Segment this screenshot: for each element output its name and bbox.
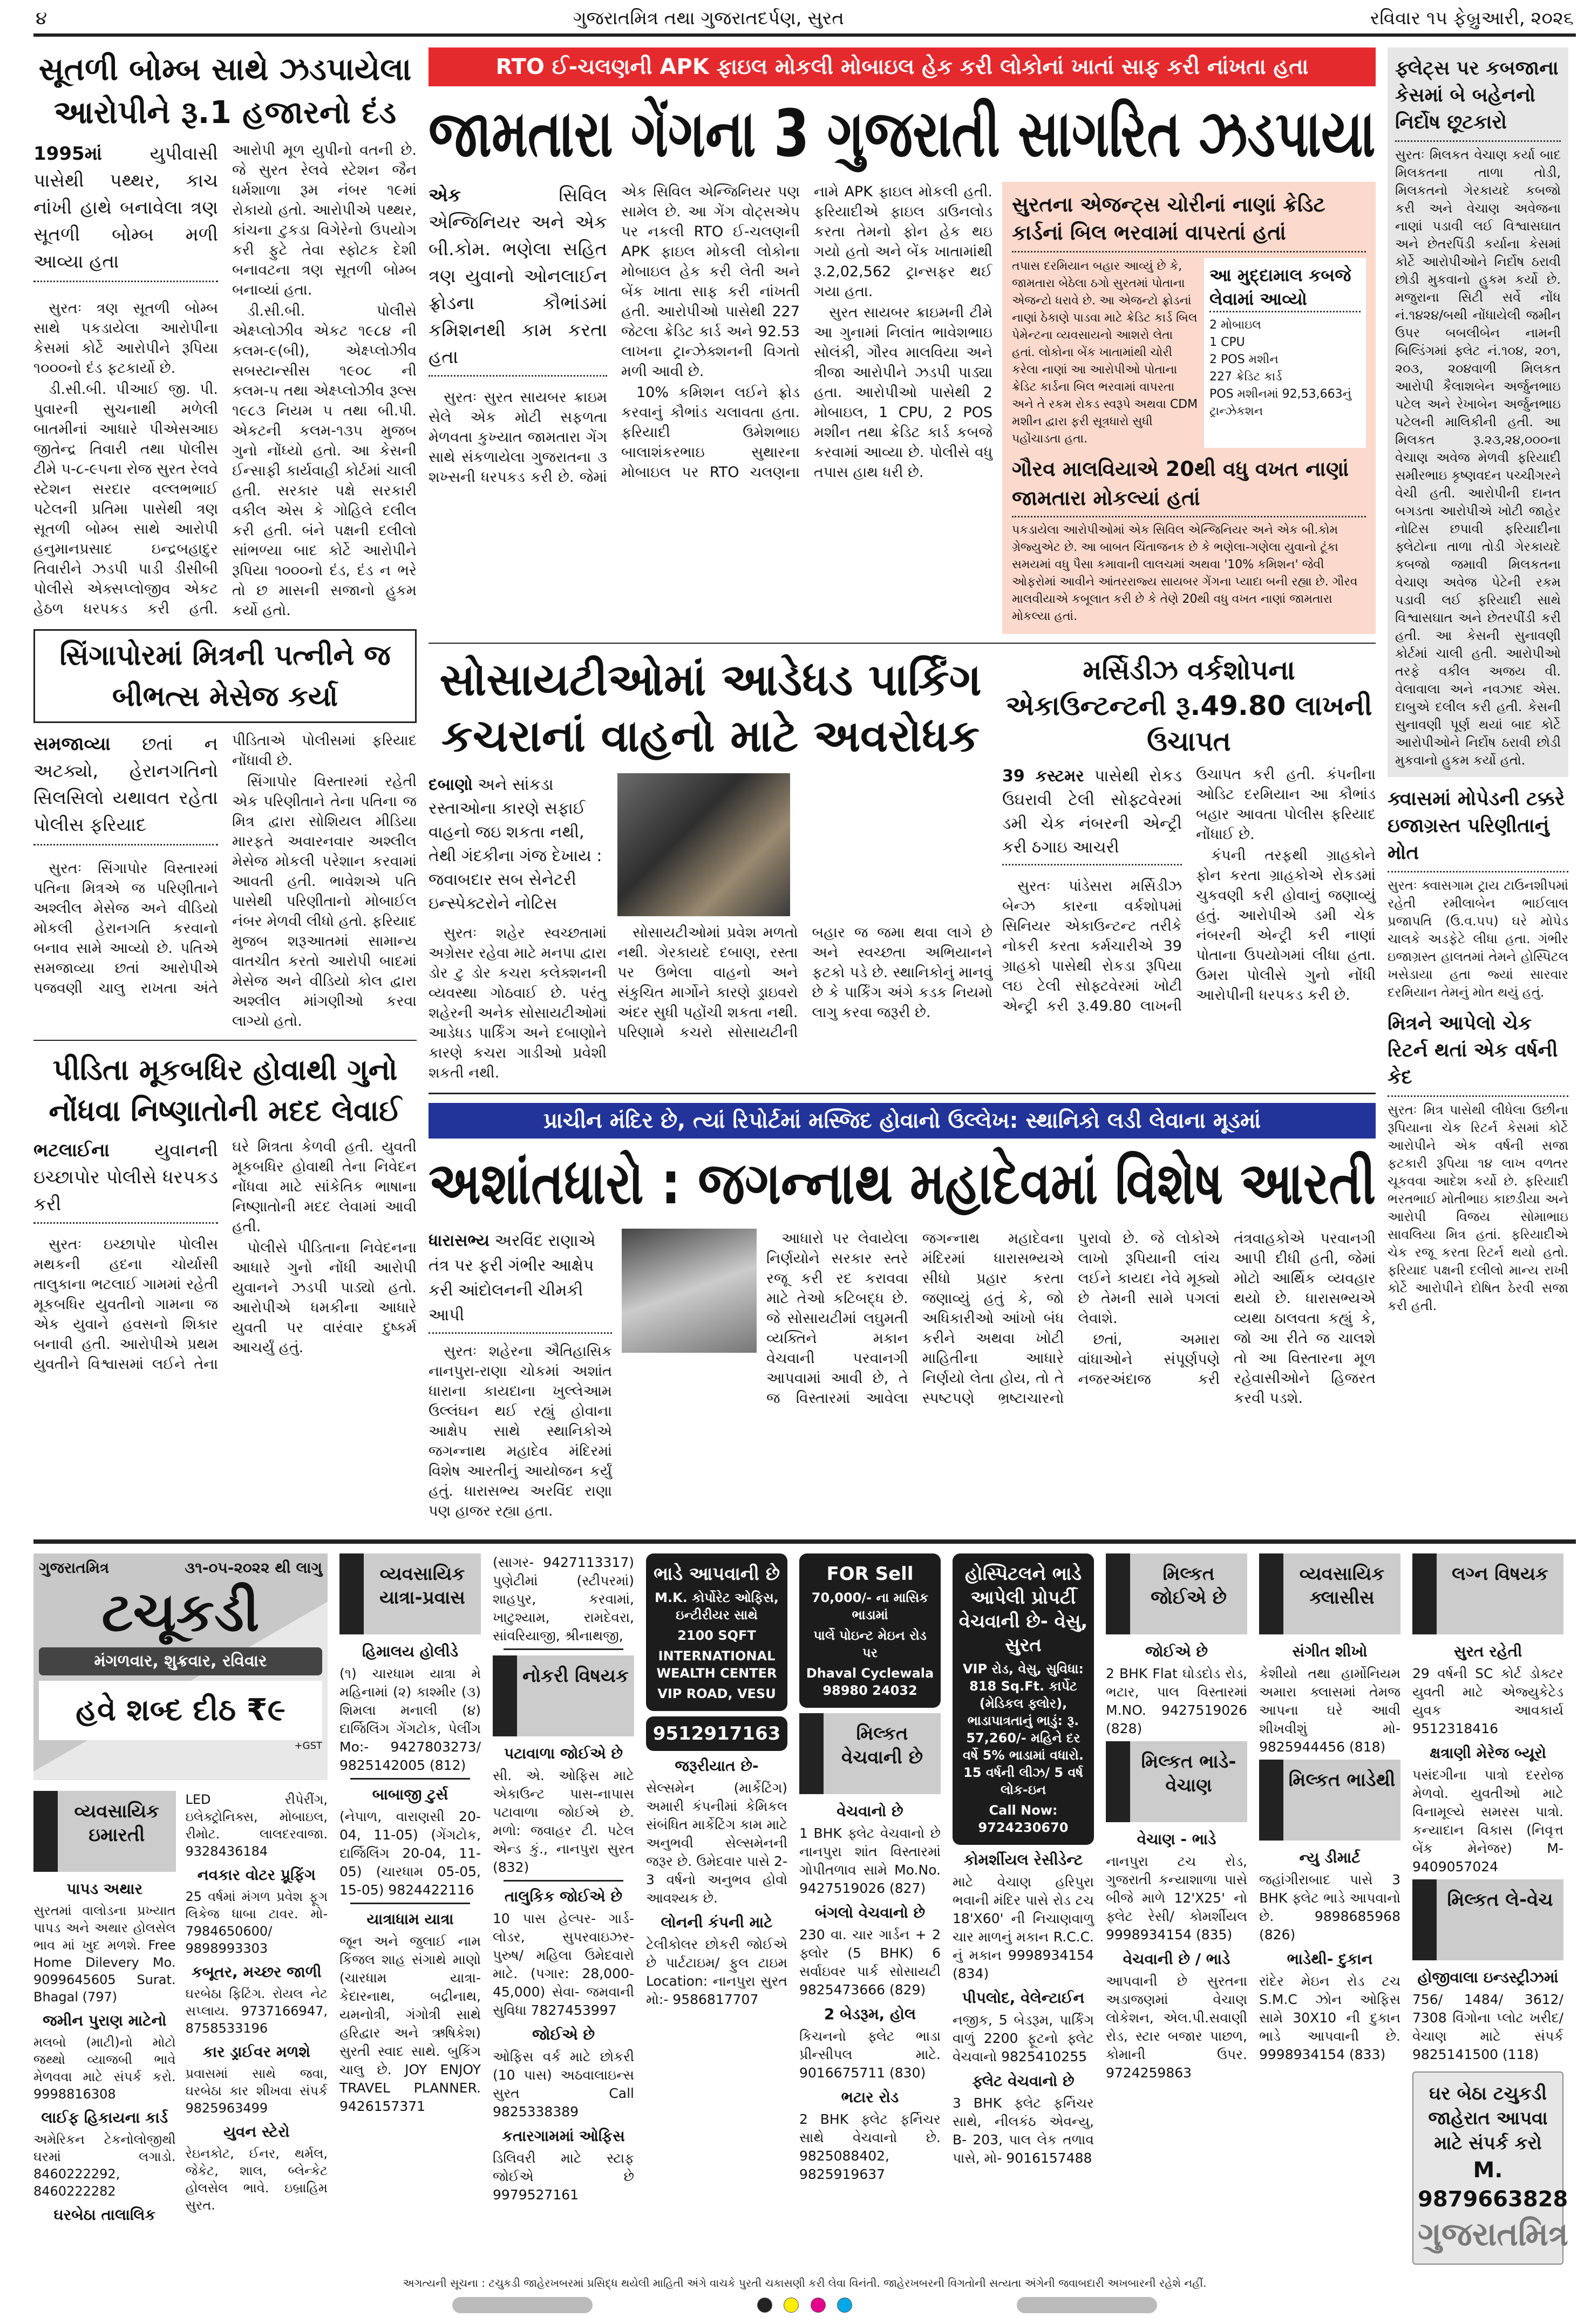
classified-column: [1259, 1553, 1400, 2067]
price: હવે શબ્દ દીઠ ₹૯: [39, 1681, 322, 1740]
left-column: [33, 47, 417, 1383]
paragraph: ડી.સી.બી. પોલીસે એક્ષ્પ્લોઝીવ એકટ ૧૯૮૪ ની કલમ-૯(બી), એક્ષ્પ્લોઝીવ સબસ્ટાન્સીસ ૧૯૦૮ ની કલમ-૫ તથા એક્ષ્પ્લોઝીવ રૂલ્સ ૧૯૮૩ નિયમ ૫ તથા બી.પી. એકટની કલમ-૧૩૫ મુજબ ગુનો નોંધ્યો હતો. આ કેસની ઈન્સાફી કાર્યવાહી કોર્ટમાં ચાલી હતી. સરકાર પક્ષે સરકારી વકીલ એસ કે ગોહિલે દલીલ કરી હતી. બંને પક્ષની દલીલો સાંભળ્યા બાદ કોર્ટે આરોપીને રૂપિયા ૧૦૦૦નો દંડ, દંડ ન ભરે તો છ માસની સજાનો હુકમ કર્યો હતો.: [232, 303, 417, 619]
box-paragraph-2: પકડાયેલા આરોપીઓમાં એક સિવિલ એન્જિનિયર અને એક બી.કોમ ગ્રેજ્યુએટ છે. આ બાબત ચિંતાજનક છે કે ભણેલા-ગણેલા યુવાનો ટૂંકા સમયમાં વધુ પૈસા કમાવાની લાલચમાં અથવા '10% કમિશન' જેવી ઓફરોમાં આવીને આંતરરાજ્ય સાયબર ગેંગના પ્યાદા બની રહ્યા છે. ગૌરવ માલવીયાએ કબૂલાત કરી છે કે તેણે 20થી વધુ વખત નાણાં જામતારા મોકલ્યા હતાં.: [1012, 523, 1358, 623]
ad-heading: જમીન પુરાણ માટેનો: [43, 2012, 167, 2029]
category-label-text: મિલ્કત લે-વેચ: [1447, 1889, 1553, 1911]
seized-item: 2 મોબાઇલ: [1209, 318, 1261, 332]
society-headline: સોસાયટીઓમાં આડેધડ પાર્કિંગ કચરાનાં વાહનો માટે અવરોધક: [439, 655, 982, 762]
category-icon: [1106, 1741, 1130, 1822]
ad-divider: [350, 1778, 470, 1780]
category-label-text: વ્યવસાયિક ઇમારતી: [74, 1801, 159, 1846]
page-number: ૪: [36, 8, 47, 29]
category-label: [33, 1791, 176, 1872]
story-singapore: [33, 629, 417, 1031]
ad-heading: કબૂતર, મચ્છર જાળી: [191, 1963, 322, 1981]
ad-text: ઓફિસ વર્ક માટે છોકરી (10 પાસ) અઠવાલાઇન્સ સુરત Call 9825338389: [493, 2049, 634, 2119]
paragraph: પોલીસે પીડિતાના નિવેદનના આધારે ગુનો નોંધી આરોપી યુવાનને ઝડપી પાડ્યો હતો. આરોપીએ ધમકીના આધારે યુવતી પર વારંવાર દુષ્કર્મ આચર્યું હતું.: [232, 1239, 417, 1356]
sub-bold: સમજાવ્યા: [33, 733, 111, 755]
tyukdi-title: ટચૂકડી: [101, 1580, 260, 1644]
divider: [429, 1093, 1376, 1094]
ad-heading: સંગીત શીખો: [1292, 1643, 1368, 1660]
temple-kicker-banner: પ્રાચીન મંદિર છે, ત્યાં રિપોર્ટમાં મસ્જિદ હોવાનો ઉલ્લેખ: સ્થાનિકો લડી લેવાના મૂડમાં: [429, 1103, 1376, 1139]
ad-text: કેશીયો તથા હાર્મોનિયમ અમારા ક્લાસમાં તેમજ આપના ઘરે આવી શીખવીશું મો- 9825944456 (818): [1259, 1666, 1400, 1755]
category-icon: [339, 1553, 364, 1634]
second-row: [429, 652, 1376, 1084]
display-ad-line: M.K. કોર્પોરેટ ઓફિસ, ઇન્ટીરીયર સાથે: [655, 1590, 779, 1623]
subheadline: [1002, 765, 1182, 865]
seized-items-box: [1204, 258, 1366, 448]
paragraph: સુરતઃ ઇચ્છાપોર પોલીસ મથકની હદના ચોર્યાસી તાલુકાના ભટલાઈ ગામમાં રહેતી મૂકબધિર યુવતીનો ગામના જ એક યુવાને હવસનો શિકાર બનાવી હતી. આરોપીએ પ્રથમ યુવતીને વિશ્વાસમાં લઈને તેના ઘરે મિત્રતા કેળવી હતી. યુવતી મૂકબધિર હોવાથી તેના નિવેદન નોંધવા માટે સાંકેતિક ભાષાના નિષ્ણાતોની મદદ લેવામાં આવી હતી.: [33, 1139, 417, 1373]
sidebar-box-agents: [1002, 182, 1376, 634]
ad-heading: વેચવાનો છે: [837, 1802, 903, 1820]
classified-first-column: [33, 1553, 328, 2225]
ad-heading: હોજીવાલા ઇન્ડસ્ટ્રીઝમાં: [1417, 1968, 1559, 1986]
society-body-right: [617, 923, 992, 1042]
society-subheadline: [429, 773, 607, 916]
category-icon: [799, 1713, 824, 1794]
classified-column: [646, 1553, 787, 2012]
display-ad-line: VIP ROAD, VESU: [657, 1686, 776, 1701]
ad-heading: ભટાર રોડ: [841, 2088, 899, 2106]
ad-heading: ભાડેથી- દુકાન: [1287, 1950, 1373, 1968]
divider: [429, 643, 1376, 644]
main-column: [429, 47, 1376, 1531]
story-cheque-return: [1388, 1010, 1568, 1315]
paragraph: સુરતઃ શહેર સ્વચ્છતામાં અગ્રેસર રહેવા માટે મનપા દ્વારા ડોર ટુ ડોર કચરા કલેક્શનની વ્યવસ્થા ગોઠવાઈ છે. પરંતુ શહેરની અનેક સોસાયટીઓમાં આડેધડ પાર્કિંગ અને દબાણોને કારણે કચરા ગાડીઓ પ્રવેશી શકતી નથી.: [429, 925, 607, 1081]
ad-text: (૧) ચારધામ યાત્રા મે મહિનામાં (૨) કાશ્મીર (૩) શિમલા મનાલી (૪) દાર્જિલિંગ ગેંગટોક, પેલીંગ Mo:- 9427803273/ 9825142005 (812): [339, 1666, 481, 1773]
headline: મર્સિડીઝ વર્કશોપના એકાઉન્ટન્ટની રૂ.49.80 લાખની ઉચાપત: [1005, 655, 1372, 757]
classified-column: [799, 1553, 941, 2187]
ad-heading: નવકાર વોટર પ્રૂફિંગ: [197, 1866, 316, 1884]
category-icon: [33, 1791, 58, 1872]
display-ad-line: FOR Sell: [826, 1563, 914, 1585]
main-kicker-banner: RTO ઈ-ચલણની APK ફાઇલ મોકલી મોબાઇલ હેક કરી લોકોનાં ખાતાં સાફ કરી નાંખતા હતા: [429, 47, 1376, 86]
temple-aarti-photo: [622, 1229, 757, 1353]
masthead: ગુજરાતમિત્ર તથા ગુજરાતદર્પણ, સુરત: [573, 8, 844, 29]
category-icon: [1259, 1760, 1283, 1841]
yellow-dot: [784, 2298, 799, 2313]
category-label-text: મિલ્કત ભાડે-વેચાણ: [1141, 1751, 1236, 1796]
sub-text: છતાં ન અટક્યો, હેરાનગતિનો સિલસિલો યથાવત રહેતા પોલીસ ફરિયાદ: [33, 733, 219, 836]
gujaratmitra-logo: ગુજરાતમિત્ર: [1418, 2216, 1568, 2253]
category-icon: [1259, 1553, 1283, 1634]
paragraph: સુરતઃ ત્રણ સૂતળી બોમ્બ સાથે પકડાયેલા આરોપીના કેસમાં કોર્ટે આરોપીને રૂપિયા ૧૦૦૦નો દંડ ફટકાર્યો છે.: [33, 300, 218, 377]
ad-text: સુરતમાં વાલોડના પ્રખ્યાત પાપડ અને અથાર હોલસેલ ભાવ માં ખુદ મળશે. Free Home Dilevery Mo. 9099645605 Surat. Bhagal (797): [33, 1903, 176, 2005]
ad-text: 10 પાસ હેલ્પર- ગાર્ડ- લોડર, સુપરવાઇઝર- પુરુષ/ મહિલા ઉમેદવારો માટે. (પગાર: 28,000- 45,000) સેવા- જમવાની સુવિધા 7827453997: [493, 1911, 634, 2018]
ad-text: રાંદેર મેઇન રોડ ટચ S.M.C ઝોન ઓફિસ સામે 30X10 ની દુકાન ભાડે આપવાની છે. 9998934154 (833): [1259, 1973, 1400, 2062]
ad-heading: સુરત રહેતી: [1453, 1643, 1522, 1660]
ad-text: સી. એ. ઓફિસ માટે એકાઉન્ટ પાસ-નાપાસ પટાવાળા જોઈએ છે. મળો: જવાહર ટી. પટેલ એન્ડ કું., નાનપુરા સુરત (832): [493, 1768, 634, 1875]
paragraph: સુરતઃ સુરત સાયબર ક્રાઇમ સેલે એક મોટી સફળતા મેળવતા કુખ્યાત જામતારા ગેંગ સાથે સંકળાયેલા ગુજરાતના ૩ શખ્સની ધરપકડ કરી છે. જેમાં એક સિવિલ એન્જિનિયર પણ સામેલ છે. આ ગેંગ વોટ્સએપ પર નકલી RTO ઈ-ચલણની APK ફાઇલ મોકલી લોકોના મોબાઇલ હેક કરી લેતી અને બેંક ખાતા સાફ કરી નાંખતી હતી. આરોપીઓ પાસેથી 227 જેટલા ક્રેડિટ કાર્ડ અને 92.53 લાખના ટ્રાન્ઝેક્શનની વિગતો મળી આવી છે.: [429, 183, 800, 486]
seized-item: 227 ક્રેડિટ કાર્ડ: [1209, 370, 1282, 384]
ad-heading: હિમાલય હોલીડે: [362, 1643, 459, 1660]
ad-heading: વેચવાની છે / ભાડે: [1123, 1950, 1230, 1968]
ad-heading: 2 બેડરૂમ, હોલ: [824, 2005, 916, 2023]
ad-heading: તાલુકિક જોઈએ છે: [504, 1887, 623, 1905]
display-ad-line: ભાડે આપવાની છે: [653, 1563, 780, 1585]
headline: સૂતળી બોમ્બ સાથે ઝડપાયેલા આરોપીને રૂ.1 હજારનો દંડ: [38, 51, 412, 131]
ad-text: ટેલીકોલર છોકરી જોઈએ છે પાર્ટટાઇમ/ ફુલ ટાઇમ Location: નાનપુરા સુરત મો:- 9586817707: [646, 1937, 787, 2007]
classified-column: [1106, 1553, 1247, 2086]
seized-item: 2 POS મશીન: [1209, 353, 1279, 366]
ad-heading: જરૂરીયાત છે-: [675, 1757, 759, 1775]
ad-heading: પાપડ અથાર: [66, 1880, 143, 1898]
category-label-text: મિલ્કત જોઈએ છે: [1151, 1563, 1227, 1609]
ad-text: નજીક, 5 બેડરૂમ, પાર્કિંગ વાળું 2200 ફૂટનો ફ્લેટ વેચવાનો 9825410255: [953, 2012, 1094, 2064]
ad-divider: [350, 1903, 470, 1904]
story-society: [429, 652, 992, 1084]
ad-text: જૂન અને જુલાઈ નામ કિંજલ શાહ સંગાથે માણો (ચારધામ યાત્રા- કેદારનાથ, બદ્રીનાથ, યમનોત્રી, ગંગોત્રી સાથે હરિદ્વાર અને ઋષિકેશ) સુરતી સ્વાદ સાથે. બુકિંગ ચાલુ છે. JOY ENJOY TRAVEL PLANNER. 9426157371: [339, 1933, 481, 2114]
category-label: [1106, 1741, 1247, 1822]
divider: [33, 1040, 417, 1041]
classified-column: [339, 1553, 481, 2119]
category-label: [493, 1655, 634, 1736]
contact-line: માટે સંપર્ક કરો: [1434, 2132, 1542, 2154]
classifieds-section: [33, 1553, 1576, 2265]
subheadline: [33, 731, 218, 846]
ad-text: ઘરબેઠા ફિટિંગ. રોયલ નેટ સપ્લાય. 9737166947, 8758533196: [185, 1986, 328, 2036]
effective-date: ૩૧-૦૫-૨૦૨૨ થી લાગુ: [185, 1559, 322, 1577]
brand: ગુજરાતમિત્ર: [39, 1559, 110, 1577]
ad-heading: ક્ષત્રાણી મેરેજ બ્યૂરો: [1430, 1744, 1546, 1762]
display-ad-line: પાર્લે પોઇન્ટ મેઇન રોડ પર: [813, 1628, 927, 1660]
temple-body-left: [429, 1341, 612, 1521]
sub-text: યુપીવાસી પાસેથી પથ્થર, કાચ નાંખી હાથે બનાવેલા ત્રણ સૂતળી બોમ્બ મળી આવ્યા હતા: [33, 143, 218, 272]
ad-text: 3 BHK ફ્લેટ ફર્નિચર સાથે, નીલકંઠ એવન્યુ, B- 203, પાલ લેક તળાવ પાસે, મો- 9016157488: [953, 2095, 1094, 2166]
ad-heading: બંગલો વેચવાનો છે: [814, 1904, 926, 1921]
classified-column: [1412, 1553, 1568, 2265]
ad-text: રેઇનકોટ, ઈનર, થર્મલ, જેકેટ, શાલ, બ્લેન્કેટ હોલસેલ ભાવે. ઇબ્રાહિમ સુરત.: [185, 2146, 328, 2213]
tyukdi-ad: [33, 1553, 328, 1780]
category-icon: [1106, 1553, 1130, 1634]
subheadline: [33, 1137, 218, 1224]
ad-text: પ્રવાસમાં સાથે જવા, ઘરબેઠા કાર શીખવા સંપર્ક 9825963499: [185, 2066, 328, 2116]
page-header: [33, 0, 1576, 37]
temple-subheadline: [429, 1229, 612, 1334]
box-paragraph: તપાસ દરમિયાન બહાર આવ્યું છે કે, જામતારા બેઠેલા ઠગો સુરતમાં પોતાના એજન્ટો ધરાવે છે. આ એજન્ટો ફ્રોડનાં નાણાં ઠેકાણે પાડવા માટે ક્રેડિટ કાર્ડ બિલ પેમેન્ટના વ્યવસાયનો આશરો લેતા હતાં. લોકોના બેંક ખાતામાંથી ચોરી કરેલા નાણાં આ આરોપીઓ પોતાના ક્રેડિટ કાર્ડના બિલ ભરવામાં વાપરતા અને તે રકમ રોકડ સ્વરૂપે અથવા CDM મશીન દ્વારા ફરી સૂત્રધારો સુધી પહોંચાડતા હતા.: [1012, 260, 1198, 446]
ad-text: સેલ્સમેન (માર્કેટિંગ) અમારી કંપનીમાં કેમિકલ સંબંધિત માર્કેટિંગ કામ માટે અનુભવી સેલ્સમેનની જરૂર છે. ઉમેદવાર પાસે 2- 3 વર્ષનો અનુભવ હોવો આવશ્યક છે.: [646, 1780, 787, 1906]
category-label-text: મિલ્કત વેચવાની છે: [841, 1723, 923, 1768]
ad-heading: જોઈએ છે: [532, 2026, 595, 2043]
category-label-text: લગ્ન વિષયક: [1452, 1563, 1548, 1585]
story-sutli-bomb: [33, 47, 417, 621]
seized-item: POS મશીનમાં 92,53,663નું ટ્રાન્ઝેકશન: [1209, 387, 1351, 418]
ad-heading: પટાવાળા જોઈએ છે: [504, 1744, 623, 1762]
category-icon: [1412, 1879, 1437, 1960]
paragraph: સુરતઃ ક્વાસગામ ટ્રાય ટાઉનશીપમાં રહેતી રમીલાબેન ભાઈલાલ પ્રજાપતિ (ઉ.વ.૫૫) ઘરે મોપેડ ચાલકે અડફેટે લીધા હતા. ગંભીર ઇજાગ્રસ્ત હાલતમાં તેમને હોસ્પિટલ ખસેડાયા હતા જ્યાં સારવાર દરમિયાન તેમનું મોત થયું હતું.: [1388, 878, 1568, 1000]
paragraph: સુરતઃ મિત્ર પાસેથી લીધેલા ઉછીના રૂપિયાના ચેક રિટર્ન કેસમાં કોર્ટે આરોપીને એક વર્ષની સજા ફટકારી રૂપિયા ૧૪ લાખ વળતર ચૂકવવા આદેશ કર્યો છે. ફરિયાદી ભરતભાઈ મોતીભાઇ કાછડીયા અને આરોપી વિજય સોમાભાઇ સાવલિયા મિત્ર હતાં. ફરિયાદીએ ચેક રજૂ કરતા રિટર્ન થયો હતો. ફરિયાદ પક્ષની દલીલો માન્ય રાખી કોર્ટે આરોપીને દોષિત ઠેરવી સજા કરી હતી.: [1388, 1102, 1568, 1313]
category-label-text: વ્યવસાયિક યાત્રા-પ્રવાસ: [379, 1563, 465, 1609]
headline: પીડિતા મૂકબધિર હોવાથી ગુનો નોંધવા નિષ્ણાતોની મદદ લેવાઈ: [49, 1053, 402, 1128]
ad-text: ડિલિવરી માટે સ્ટાફ જોઈએ છે 9979527161: [493, 2150, 634, 2203]
display-ad-line: 70,000/- ના માસિક ભાડામાં: [811, 1590, 929, 1623]
display-ad-line: INTERNATIONAL WEALTH CENTER: [656, 1648, 777, 1681]
ad-text: આપવાની છે સુરતના અડાજણમાં વેચાણ લોકેશન, એલ.પી.સવાણી રોડ, સ્ટાર બજાર પાછળ, કોમાની ઉપર. 9724259863: [1106, 1973, 1247, 2081]
category-label: [1412, 1879, 1563, 1960]
ad-heading: લાઈફ હિકાયના કાર્ડ: [41, 2109, 168, 2127]
paragraph: સુરતઃ શહેરના ઐતિહાસિક નાનપુરા-રાણા ચોકમાં અશાંત ધારાના કાયદાના ખુલ્લેઆમ ઉલ્લંઘન થઈ રહ્યું હોવાના આક્ષેપ સાથે સ્થાનિકોએ જગન્નાથ મહાદેવ મંદિરમાં વિશેષ આરતીનું આયોજન કર્યું હતું. ધારાસભ્ય અરવિંદ રાણા પણ હાજર રહ્યા હતા.: [429, 1343, 612, 1519]
ad-heading: ઘરબેઠા તાલાલિક: [53, 2206, 156, 2224]
reg-bar: [452, 2297, 593, 2313]
ad-text: 2 BHK Flat ઘોડદોડ રોડ, ભટાર, પાલ વિસ્તારમાં M.NO. 9427519026 (828): [1106, 1666, 1247, 1736]
category-icon: [493, 1655, 517, 1736]
display-ad: [646, 1553, 787, 1711]
ad-text: 230 વા. ચાર ગાર્ડન + 2 ફ્લોર (5 BHK) 6 સર્વાઇવર પાર્ક સોસાયટી 9825473666 (829): [799, 1927, 941, 1998]
ad-text: માટે વેચાણ હરિપુરા ભવાની મંદિર પાસે રોડ ટચ 18'X60' ની નિચાણવાળુ ચાર માળનું મકાન R.C.C. નું મકાન 9998934154 (834): [953, 1874, 1094, 1981]
sub-bold: ધારાસભ્ય: [429, 1231, 489, 1250]
sub-text: અને સાંકડા રસ્તાઓના કારણે સફાઈ વાહનો જઇ શકતા નથી, તેથી ગંદકીના ગંજ દેખાય : જવાબદાર સબ સેનેટરી ઇન્સ્પેક્ટરોને નોટિસ: [429, 775, 602, 913]
category-label: [1106, 1553, 1247, 1634]
sub-bold: ભટલાઈના: [33, 1140, 110, 1161]
category-label: [1259, 1553, 1400, 1634]
box-headline-2: ગૌરવ માલવિયાએ 20થી વધુ વખત નાણાં જામતારા મોકલ્યાં હતાં: [1012, 454, 1366, 517]
ad-text: 25 વર્ષમાં મંગળ પ્રવેશ ફૂગ લિકેજ ધાબા ટાવર. મો- 7984650600/ 9898993303: [185, 1889, 328, 1956]
story-singapore-headline-box: [33, 629, 417, 723]
gst: +GST: [294, 1740, 322, 1751]
ad-divider: [504, 1880, 623, 1882]
footer-notice: અગત્યની સૂચના : ટચુકડી જાહેરખબરમાં પ્રસિદ્ધ થયેલી માહિતી અંગે વાચકે પુરતી ચકાસણી કરી લેવા વિનંતી. જાહેરખબરની વિગતોની સત્યતા અંગેની જવાબદારી અખબારની રહેશે નહીં.: [403, 2277, 1207, 2289]
news-section: [33, 47, 1576, 1531]
ad-text: 29 વર્ષની SC કોર્ટ ડોક્ટર યુવતી માટે એજ્યુકેટેડ યુવક આવકાર્ય 9512318416: [1412, 1666, 1563, 1736]
display-ad-line: VIP રોડ, વેસુ, સુવિધા: 818 Sq.Ft. કાર્પેટ (મેડિકલ ફ્લોર), ભાડાપાત્રતાનું ભાડું: રૂ. 57,260/- મહિને દર વર્ષે 5% ભાડામાં વધારો. 15 વર્ષની લીઝ/ 5 વર્ષ લોક-ઇન: [962, 1661, 1084, 1797]
ad-heading: જોઈએ છે: [1145, 1643, 1208, 1660]
sub-bold: દબાણો: [429, 775, 473, 794]
subheadline: [429, 182, 607, 377]
ad-divider: [504, 1648, 623, 1650]
seized-title: આ મુદ્દામાલ કબજે લેવામાં આવ્યો: [1209, 263, 1361, 312]
garbage-photo: [617, 773, 790, 916]
sub-text: સિવિલ એન્જિનિયર અને એક બી.કોમ. ભણેલા સહિત ત્રણ યુવાનો ઓનલાઈન ફ્રોડના કૌભાંડમાં કમિશનથી કામ કરતા હતા: [429, 185, 607, 368]
ad-text: કિચનનો ફ્લેટ ભાડા પ્રીન્સીપલ માટે. 9016675711 (830): [799, 2028, 941, 2081]
ad-text: (નેપાળ, વારાણસી 20-04, 11-05) (ગેંગટોક, દાર્જિલિંગ 20-04, 11-05) (ચારધામ 05-05, 15-05) 9824422116: [339, 1809, 481, 1898]
sub-bold: 39 કસ્ટમર: [1002, 767, 1084, 786]
ad-text: 756/ 1484/ 3612/ 7308 વિંગોના પ્લોટ ખરીદ/ વેચાણ માટે સંપર્ક 9825141500 (118): [1412, 1992, 1563, 2062]
paragraph: છતાં, અમારા વાંધાઓને સંપૂર્ણપણે નજરઅંદાજ કરી તંત્રવાહકોએ પરવાનગી આપી દીધી હતી, જેમાં મોટો આર્થિક વ્યવહાર થયો છે. ધારાસભ્યએ વ્યથા ઠાલવતા કહ્યું કે, જો આ રીતે જ ચાલશે તો આ વિસ્તારના મૂળ રહેવાસીઓને હિજરત કરવી પડશે.: [1078, 1230, 1376, 1407]
right-column: [1388, 47, 1568, 1324]
ad-text: પસંદગીના પાત્રો દરરોજ મેળવો. યુવતીઓ માટે વિનામૂલ્યે સમરસ પાત્રો. કન્યાદાન વિકાસ (નિવૃત્ત બેંક મેનેજર) M- 9409057024: [1412, 1767, 1563, 1875]
paragraph: સુરત સાયબર ક્રાઇમની ટીમે આ ગુનામાં નિલાંત ભાવેશભાઇ સોલંકી, ગૌરવ માલવિયા અને ત્રીજા આરોપીને ઝડપી પાડ્યા હતા. આરોપીઓ પાસેથી 2 મોબાઇલ, 1 CPU, 2 POS મશીન તથા ક્રેડિટ કાર્ડ કબજે કરવામાં આવ્યા છે. પોલીસે વધુ તપાસ હાથ ધરી છે.: [814, 304, 992, 481]
story-mercedes: [1002, 652, 1376, 1016]
ad-heading: યાત્રાધામ યાત્રા: [366, 1910, 454, 1928]
subheadline: [33, 140, 218, 282]
ad-heading: ફ્લેટ વેચવાનો છે: [972, 2072, 1075, 2090]
display-ad: [799, 1553, 941, 1708]
headline: ફ્લેટ્સ પર કબજાના કેસમાં બે બહેનનો નિર્દોષ છૂટકારો: [1395, 55, 1561, 142]
ad-text: નાનપુરા ટચ રોડ, ગુજરાતી કન્યાશાળા પાસે બીજે માળે 12'X25' નો ફ્લેટ રેસી/ કોમર્શીયલ 9998934154 (835): [1106, 1853, 1247, 1943]
registration-marks: [33, 2297, 1576, 2313]
paragraph: કંપની તરફથી ગ્રાહકોને ફોન કરતા ગ્રાહકોએ રોકડમાં ચુકવણી કરી હોવાનું જણાવ્યું હતું. આરોપીએ ડમી ચેક નંબરની એન્ટ્રી કરી નાણાં પોતાના ઉપયોગમાં લીધા હતા. ઉમરા પોલીસે ગુનો નોંધી આરોપીની ધરપકડ કરી છે.: [1196, 847, 1376, 1004]
ad-text: મલબો (માટી)નો મોટો જથ્થો વ્યાજબી ભાવે મેળવવા માટે સંપર્ક કરો. 9998816308: [33, 2035, 176, 2102]
ad-text: 2 BHK ફ્લેટ ફર્નિચર સાથે વેચવાનો છે. 9825088402, 9825919637: [799, 2111, 941, 2182]
display-ad: [953, 1553, 1094, 1845]
display-ad-line: Call Now: 9724230670: [978, 1803, 1069, 1835]
main-headline-wrap: [429, 95, 1376, 173]
story-singapore-body: [33, 731, 417, 1031]
black-dot: [757, 2298, 772, 2313]
paragraph: સુરતઃ પાંડેસરા મર્સિડીઝ બેન્ઝ કારના વર્કશોપમાં સિનિયર એકાઉન્ટન્ટ તરીકે નોકરી કરતા કર્મચારીએ 39 ગ્રાહકો પાસેથી રોકડા રૂપિયા લઇ ટેલી સોફ્ટવેરમાં ખોટી એન્ટ્રી કરી રૂ.49.80 લાખની ઉચાપત કરી હતી. કંપનીના ઓડિટ દરમિયાન આ કૌભાંડ બહાર આવતા પોલીસ ફરિયાદ નોંધાઈ છે.: [1002, 766, 1376, 1014]
temple-row: [429, 1229, 1376, 1522]
ad-heading: લોનની કંપની માટે: [661, 1913, 773, 1931]
classified-column: [33, 1791, 328, 2225]
reg-bar: [1017, 2297, 1157, 2313]
ad-text: જહાંગીરાબાદ પાસે 3 BHK ફ્લેટ ભાડે આપવાનો છે. 9898685968 (826): [1259, 1872, 1400, 1943]
ad-heading: યુવન સ્ટેરો: [223, 2123, 290, 2141]
sub-text: યુવાનની ઇચ્છાપોર પોલીસે ધરપકડ કરી: [33, 1140, 218, 1215]
box-headline: સુરતના એજન્ટ્સ ચોરીનાં નાણાં ક્રેડિટ કાર્ડનાં બિલ ભરવામાં વાપરતાં હતાં: [1012, 190, 1366, 253]
paragraph: સુરતઃ મિલકત વેચાણ કર્યા બાદ મિલકતના તાળા તોડી, મિલકતનો ગેરકાયદે કબજો કરી અને વેચાણ અવેજના નાણાં પડાવી લઈ વિશ્વાસઘાત અને છેતરપિંડી કર્યાના કેસમાં કોર્ટે આરોપીઓને નિર્દોષ ઠરાવી છોડી મુકવાનો હુકમ કર્યો છે. મજુરાના સિટી સર્વે નોંધ નં.૧૪૨૪/બથી નોંધાયેલી જમીન ઉપર બબલીબેન નામની બિલ્ડિંગમાં ફ્લેટ નં.૧૦૪, ૨૦૧, ૨૦૩, ૨૦૪વાળી મિલકત આરોપી કૈલાશબેન અર્જુનભાઇ પટેલ અને રેખાબેન અર્જુનભાઇ પટેલની માલિકીની હતી. આ મિલકત રૂ.૨૩,૨૪,૦૦૦ના વેચાણ અવેજ મેળવી ફરિયાદી સમીરભાઇ કૃષ્ણવદન પચ્ચીગરને વેચી હતી. આરોપીની દાનત બગડતા આરોપીએ ખોટી જાહેર નોટિસ છપાવી ફરિયાદીના ફ્લેટોના તાળા તોડી ગેરકાયદે કબજો જમાવી મિલકતના વેચાણ અવેજ પેટેની રકમ પડાવી લઈ ફરિયાદી સાથે વિશ્વાસઘાત અને છેતરપીંડી કરી હતી. આ કેસની સુનાવણી કોર્ટમાં ચાલી હતી. આરોપીઓ તરફે વકીલ અજય વી. વેલાવાલા અને નવઝાદ એસ. દાબુએ દલીલ કરી હતી. કેસની સુનાવણી પૂર્ણ થયાં બાદ કોર્ટે આરોપીઓને નિર્દોષ ઠરાવી છોડી મુકવાનો હુકમ કર્યો હતો.: [1395, 147, 1561, 768]
display-ad-line: 2100 SQFT: [677, 1628, 756, 1643]
sub-bold: 1995માં: [33, 143, 102, 165]
category-label-text: નોકરી વિષયક: [522, 1665, 629, 1687]
category-label: [799, 1713, 941, 1794]
ad-heading: ન્યુ ડીમાર્ટ: [1299, 1849, 1361, 1866]
temple-headline-wrap: [429, 1147, 1376, 1220]
ad-text: અમેરિકન ટેકનોલોજીથી ઘરમાં લગાડો. 8460222292, 8460222282: [33, 2132, 176, 2199]
story-mukbadhir: [33, 1049, 417, 1374]
paragraph: સોસાયટીઓમાં પ્રવેશ મળતો નથી. ગેરકાયદે દબાણ, રસ્તા પર ઉભેલા વાહનો અને સંકુચિત માર્ગોને કારણે ડ્રાઇવરો અંદર સુધી પહોંચી શકતા નથી. પરિણામે કચરો સોસાયટીની બહાર જ જમા થવા લાગે છે અને સ્વચ્છતા અભિયાનને ફટકો પડે છે. સ્થાનિકોનું માનવું છે કે પાર્કિંગ અંગે કડક નિયમો લાગુ કરવા જરૂરી છે.: [617, 924, 992, 1041]
classified-column: [493, 1553, 634, 2207]
seized-item: 1 CPU: [1209, 336, 1245, 349]
ad-heading: કોમર્શીયલ રેસીડેન્ટ: [963, 1851, 1083, 1869]
ad-heading: કતારગામમાં ઓફિસ: [502, 2127, 625, 2145]
temple-body-right: [766, 1229, 1376, 1408]
paragraph: સિંગાપોર વિસ્તારમાં રહેતી એક પરિણીતાને તેના પતિના જ મિત્ર દ્વારા સોશિયલ મીડિયા મારફતે અવારનવાર અશ્લીલ મેસેજ મોકલી પરેશાન કરવામાં આવતી હતી. ભાવેશએ પતિ પાસેથી પરિણીતાનો મોબાઈલ નંબર મેળવી લીધો હતો. ફરિયાદ મુજબ શરૂઆતમાં સામાન્ય વાતચીત કરતો આરોપી બાદમાં મેસેજ અને વીડિયો કોલ દ્વારા અશ્લીલ માંગણીઓ કરવા લાગ્યો હતો.: [232, 773, 417, 1030]
ad-text: (સાગર- 9427113317) પુણેટીમાં (સ્ટીપરમાં) શાહપુર, કરવામાં, ખાટુશ્યામ, રામદેવરા, સાંવરિયાજી, શ્રીનાથજી,: [493, 1555, 634, 1644]
ad-text: LED રીપેરીંગ, ઇલેક્ટ્રોનિક્સ, મોબાઇલ, રીમોટ. લાલદરવાજા. 9328436184: [185, 1792, 328, 1859]
category-label-text: મિલ્કત ભાડેથી: [1288, 1769, 1396, 1791]
ad-phone: 9512917163: [646, 1716, 787, 1751]
main-row: [429, 182, 1376, 634]
paragraph: આધારો પર લેવાયેલા નિર્ણયોને સરકાર સ્તરે રજૂ કરી રદ કરાવવા માટે તેઓ કટિબદ્ધ છે. જે સોસાયટીમાં લઘુમતી વ્યક્તિને મકાન વેચવાની પરવાનગી આપવામાં આવી છે, તે જ વિસ્તારમાં આવેલા જગન્નાથ મહાદેવના મંદિરમાં ધારાસભ્યએ સીધો પ્રહાર કરતા જણાવ્યું હતું કે, જો અધિકારીઓ આંખો બંધ કરીને અથવા ખોટી માહિતીના આધારે નિર્ણયો લેતા હોય, તો તે સ્પષ્ટપણે ભ્રષ્ટાચારનો પુરાવો છે. જે લોકોએ લાખો રૂપિયાની લાંચ લઈને કાયદા નેવે મૂક્યો છે તેમની સામે પગલાં લેવાશે.: [766, 1230, 1220, 1407]
category-icon: [1412, 1553, 1437, 1634]
headline: મિત્રને આપેલો ચેક રિટર્ન થતાં એક વર્ષની કેદ: [1388, 1010, 1568, 1097]
main-body: [429, 182, 992, 487]
contact-phone: M. 9879663828: [1418, 2158, 1568, 2212]
days: મંગળવાર, શુક્રવાર, રવિવાર: [39, 1647, 322, 1675]
ad-heading: બાબાજી ટુર્સ: [372, 1785, 448, 1803]
sub-text: અરવિંદ રાણાએ તંત્ર પર ફરી ગંભીર આક્ષેપ કરી આંદોલનની ચીમકી આપી: [429, 1231, 596, 1325]
headline: સિંગાપોરમાં મિત્રની પત્નીને જ બીભત્સ મેસેજ કર્યા: [59, 639, 391, 713]
category-label: [1412, 1553, 1563, 1634]
sub-bold: એક: [429, 185, 461, 206]
category-label-text: વ્યવસાયિક ક્લાસીસ: [1299, 1563, 1385, 1609]
story-flats-acquittal: [1388, 47, 1568, 777]
ad-heading: કાર ડ્રાઈવર મળશે: [202, 2043, 311, 2061]
story-kvas-accident: [1388, 786, 1568, 1001]
category-label: [1259, 1760, 1400, 1841]
magenta-dot: [811, 2298, 826, 2313]
date: રવિવાર ૧૫ ફેબ્રુઆરી, ૨૦૨૬: [1370, 8, 1574, 29]
display-ad-line: હોસ્પિટલને ભાડે આપેલી પ્રોપર્ટી વેચવાની છે- વેસુ, સુરત: [958, 1563, 1088, 1656]
paragraph: 10% કમિશન લઈને ફ્રોડ કરવાનું કૌભાંડ ચલાવતા હતા. ફરિયાદી ઉમેશભાઇ બાલાશંકરભાઇ સુથારના મોબાઇલ પર RTO ચલણના નામે APK ફાઇલ મોકલી હતી. ફરિયાદીએ ફાઇલ ડાઉનલોડ કરતા તેમનો ફોન હેક થઇ ગયો હતો અને બેંક ખાતામાંથી રૂ.2,02,562 ટ્રાન્સફર થઈ ગયા હતા.: [621, 183, 992, 481]
main-headline: જામતારા ગેંગના 3 ગુજરાતી સાગરિત ઝડપાયા: [429, 97, 1376, 172]
classifieds-rule: [33, 1539, 1576, 1544]
classified-column: [953, 1553, 1094, 2171]
paragraph: ડી.સી.બી. પીઆઈ જી. પી. પુવારની સુચનાથી મળેલી બાતમીનાં આધારે પીએસઆઇ જીતેન્દ્ર તિવારી તથા પોલીસ ટીમે ૫-૮-૯૫ના રોજ સુરત રેલવે સ્ટેશન સરદાર વલ્લભભાઈ પટેલની પ્રતિમા પાસેથી ત્રણ સૂતળી બોમ્બ સાથે આરોપી હનુમાનપ્રસાદ ઇન્દ્રબહાદુર તિવારીને ઝડપી પાડી ડીસીબી પોલીસે એક્સપ્લોજીવ એકટ હેઠળ ધરપકડ કરી હતી. આરોપી મૂળ યુપીનો વતની છે. જે સુરત રેલવે સ્ટેશન જૈન ધર્મશાળા રૂમ નંબર ૧૯માં રોકાયો હતો. આરોપીએ પથ્થર, કાંચના ટુકડા વિગેરેનો ઉપયોગ કરી ફુટે તેવા સ્ફોટક દેશી બનાવટના ત્રણ સૂતળી બોમ્બ બનાવ્યાં હતા.: [33, 142, 417, 617]
category-label: [339, 1553, 481, 1634]
ad-heading: પીપલોદ, વેલેન્ટાઈન: [962, 1989, 1085, 2007]
society-body-left: [429, 923, 607, 1083]
paragraph: સુરતઃ સિંગાપોર વિસ્તારમાં પતિના મિત્રએ જ પરિણીતાને અશ્લીલ મેસેજ અને વીડિયો મોકલી હેરાનગતિ કરવાનો બનાવ સામે આવ્યો છે. પતિએ સમજાવ્યા છતાં આરોપીએ પજવણી ચાલુ રાખતા અંતે પીડિતાએ પોલીસમાં ફરિયાદ નોંધાવી છે.: [33, 732, 417, 997]
cyan-dot: [837, 2298, 852, 2313]
display-ad-line: Dhaval Cyclewala 98980 24032: [806, 1666, 934, 1698]
headline: ક્વાસમાં મોપેડની ટક્કરે ઇજાગ્રસ્ત પરિણીતાનું મોત: [1388, 786, 1568, 873]
contact-ad: [1412, 2071, 1568, 2265]
ad-text: 1 BHK ફ્લેટ વેચવાનો છે નાનપુરા શાંત વિસ્તારમાં ગોપીતળાવ સામે Mo.No. 9427519026 (827): [799, 1825, 941, 1896]
contact-line: ઘર બેઠા ટચુકડી જાહેરાત આપવા: [1428, 2083, 1548, 2129]
sub-text: પાસેથી રોકડ ઉઘરાવી ટેલી સોફ્ટવેરમાં ડમી ચેક નંબરની એન્ટ્રી કરી ઠગાઇ આચરી: [1002, 767, 1182, 857]
ad-heading: વેચાણ - ભાડે: [1137, 1830, 1216, 1848]
temple-headline: અશાંતધારો : જગન્નાથ મહાદેવમાં વિશેષ આરતી: [429, 1150, 1376, 1217]
